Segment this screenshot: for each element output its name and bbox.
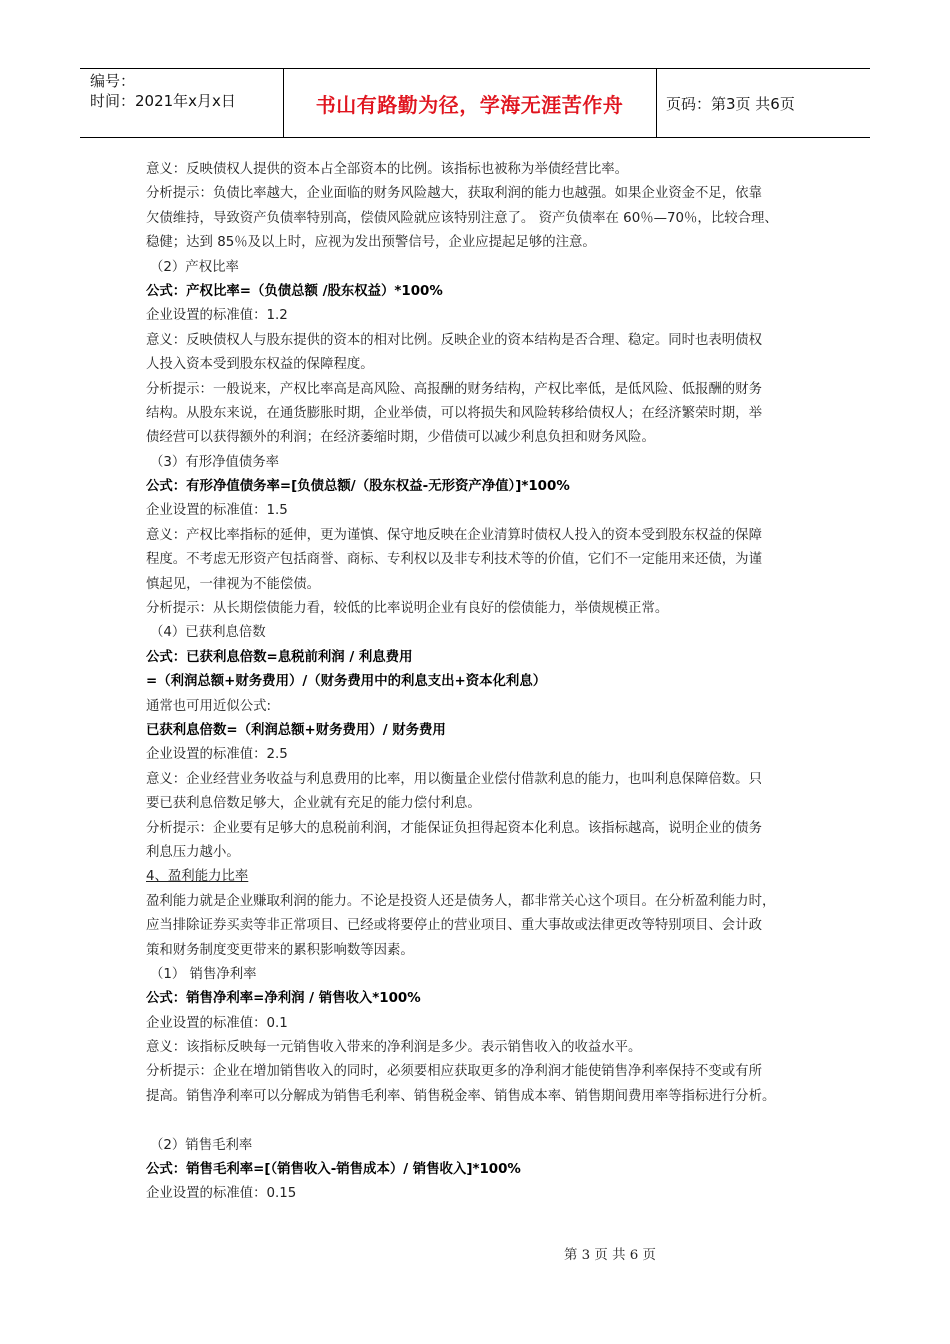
section-heading: （4）已获利息倍数: [150, 625, 266, 641]
paragraph-line: 人投入资本受到股东权益的保障程度。: [146, 357, 374, 373]
motto: 书山有路勤为径，学海无涯苦作舟: [315, 92, 624, 117]
formula-line: 公式：销售净利率=净利润 / 销售收入*100%: [146, 991, 421, 1007]
paragraph-line: 意义：企业经营业务收益与利息费用的比率，用以衡量企业偿付借款利息的能力，也叫利息保障倍数。只: [146, 771, 762, 787]
paragraph-line: 慎起见，一律视为不能偿债。: [146, 576, 321, 592]
paragraph-line: 通常也可用近似公式:: [146, 698, 272, 714]
formula-line: 公式：有形净值债务率=[负债总额/（股东权益-无形资产净值）]*100%: [146, 479, 570, 495]
time-label: 时间：2021年x月x日: [90, 92, 236, 110]
paragraph-line: 债经营可以获得额外的利润；在经济萎缩时期，少借债可以减少利息负担和财务风险。: [146, 430, 655, 446]
standard-value: 企业设置的标准值：0.1: [146, 1015, 288, 1031]
paragraph-line: 利息压力越小。: [146, 844, 240, 860]
paragraph-line: 策和财务制度变更带来的累积影响数等因素。: [146, 942, 414, 958]
paragraph-line: 意义：反映债权人提供的资本占全部资本的比例。该指标也被称为举债经营比率。: [146, 162, 629, 177]
formula-line: 公式：产权比率=（负债总额 /股东权益）*100%: [146, 283, 443, 299]
paragraph-line: 稳健；达到 85％及以上时，应视为发出预警信号，企业应提起足够的注意。: [146, 235, 596, 251]
formula-line: 公式：已获利息倍数=息税前利润 / 利息费用: [146, 649, 413, 665]
header-table: [80, 68, 870, 138]
paragraph-line: 要已获利息倍数足够大，企业就有充足的能力偿付利息。: [146, 796, 481, 812]
number-label: 编号：: [90, 72, 136, 90]
header-divider: [656, 69, 657, 137]
paragraph-line: 意义：反映债权人与股东提供的资本的相对比例。反映企业的资本结构是否合理、稳定。同时也表明债权: [146, 332, 762, 348]
paragraph-line: 欠债维持，导致资产负债率特别高，偿债风险就应该特别注意了。 资产负债率在 60％—70％，比较合理、: [146, 210, 778, 226]
page-footer: 第 3 页 共 6 页: [564, 1248, 656, 1263]
section-heading: （3）有形净值债务率: [150, 454, 280, 470]
paragraph-line: 分析提示：一般说来，产权比率高是高风险、高报酬的财务结构，产权比率低，是低风险、低报酬的财务: [146, 381, 762, 397]
paragraph-line: 意义：该指标反映每一元销售收入带来的净利润是多少。表示销售收入的收益水平。: [146, 1040, 642, 1056]
page-info: 页码：第3页 共6页: [666, 94, 795, 113]
chapter-heading: [146, 865, 818, 889]
paragraph-line: 程度。不考虑无形资产包括商誉、商标、专利权以及非专利技术等的价值，它们不一定能用来还债，为谨: [146, 552, 762, 568]
chapter-heading-text: 4、盈利能力比率: [146, 869, 249, 885]
paragraph-line: 分析提示：负债比率越大，企业面临的财务风险越大，获取利润的能力也越强。如果企业资金不足，依靠: [146, 186, 762, 202]
section-heading: （1） 销售净利率: [150, 966, 257, 982]
section-heading: （2）销售毛利率: [150, 1137, 253, 1153]
paragraph-line: 意义：产权比率指标的延伸，更为谨慎、保守地反映在企业清算时债权人投入的资本受到股东权益的保障: [146, 527, 762, 543]
standard-value: 企业设置的标准值：2.5: [146, 747, 288, 763]
standard-value: 企业设置的标准值：1.2: [146, 308, 288, 324]
blank-line: [146, 1109, 818, 1133]
formula-line: =（利润总额+财务费用）/（财务费用中的利息支出+资本化利息）: [146, 674, 547, 690]
paragraph-line: 分析提示：企业要有足够大的息税前利润，才能保证负担得起资本化利息。该指标越高，说明企业的债务: [146, 820, 762, 836]
paragraph-line: 盈利能力就是企业赚取利润的能力。不论是投资人还是债务人，都非常关心这个项目。在分析盈利能力时，: [146, 893, 776, 909]
paragraph-line: 应当排除证券买卖等非正常项目、已经或将要停止的营业项目、重大事故或法律更改等特别项目、会计政: [146, 918, 762, 934]
header-left: [90, 71, 236, 111]
formula-line: 公式：销售毛利率=[（销售收入-销售成本）/ 销售收入]*100%: [146, 1162, 521, 1178]
paragraph-line: 分析提示：企业在增加销售收入的同时，必须要相应获取更多的净利润才能使销售净利率保持不变或有所: [146, 1064, 762, 1080]
standard-value: 企业设置的标准值：1.5: [146, 503, 288, 519]
paragraph-line: 分析提示：从长期偿债能力看，较低的比率说明企业有良好的偿债能力，举债规模正常。: [146, 601, 669, 617]
formula-line: 已获利息倍数=（利润总额+财务费用）/ 财务费用: [146, 722, 446, 738]
paragraph-line: 提高。销售净利率可以分解成为销售毛利率、销售税金率、销售成本率、销售期间费用率等指标进行分析。: [146, 1088, 776, 1104]
paragraph-line: 结构。从股东来说，在通货膨胀时期，企业举债，可以将损失和风险转移给债权人；在经济繁荣时期，举: [146, 405, 762, 421]
standard-value: 企业设置的标准值：0.15: [146, 1186, 297, 1202]
section-heading: （2）产权比率: [150, 259, 239, 275]
document-body: [146, 158, 818, 1207]
